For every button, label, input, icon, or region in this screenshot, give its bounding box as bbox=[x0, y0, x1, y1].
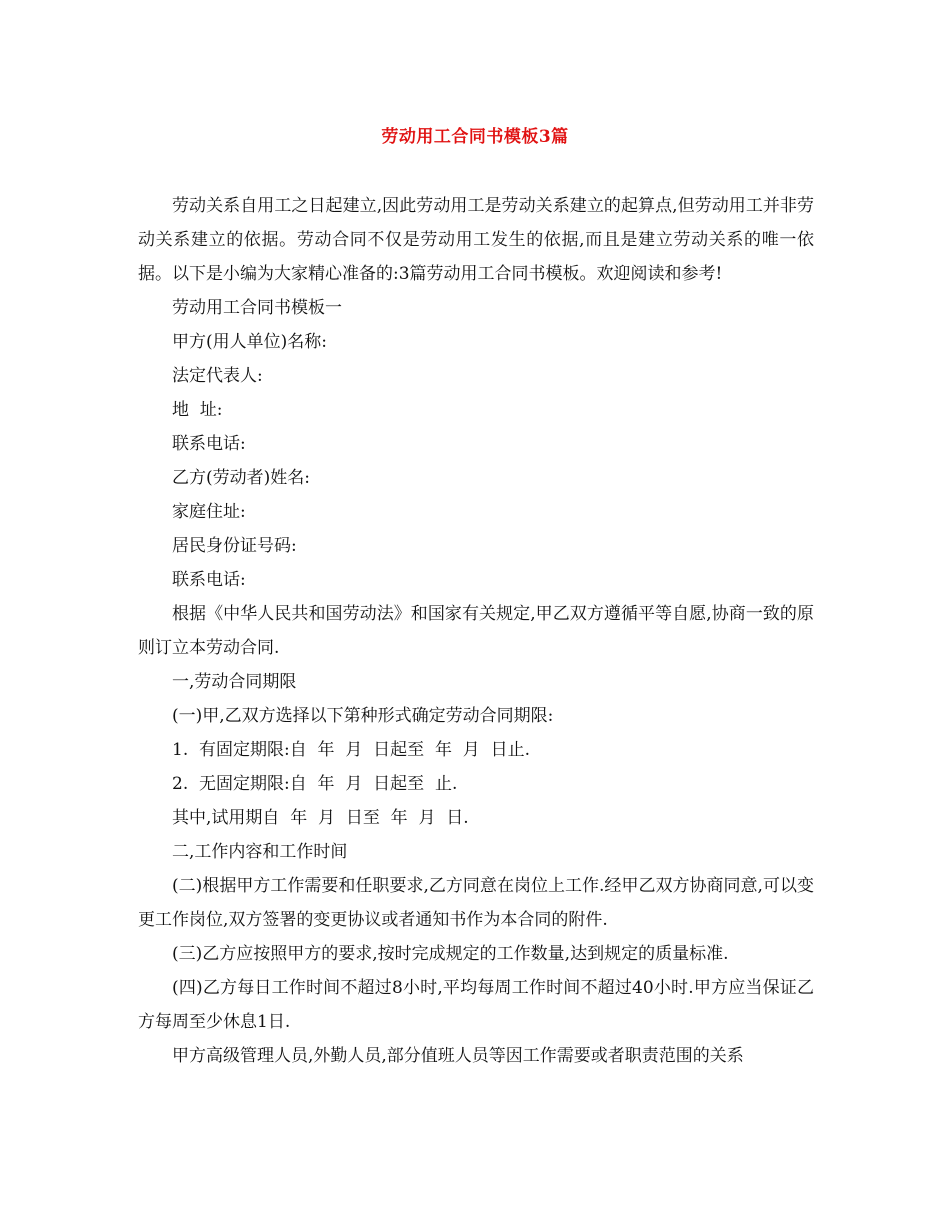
basis-paragraph: 根据《中华人民共和国劳动法》和国家有关规定,甲乙双方遵循平等自愿,协商一致的原则订立本劳动合同. bbox=[138, 604, 814, 658]
fixed-term-line: 1. 有固定期限:自 年 月 日起至 年 月 日止. bbox=[172, 740, 531, 760]
party-b-name-field: 乙方(劳动者)姓名: bbox=[172, 468, 310, 488]
address-field: 地 址: bbox=[172, 400, 223, 420]
document-title: 劳动用工合同书模板3篇 bbox=[381, 127, 569, 147]
party-b-phone-field: 联系电话: bbox=[172, 570, 246, 590]
intro-paragraph: 劳动关系自用工之日起建立,因此劳动用工是劳动关系建立的起算点,但劳动用工并非劳动关系建立的依据。劳动合同不仅是劳动用工发生的依据,而且是建立劳动关系的唯一依据。以下是小编为大家精心准备的:3篇劳动用工合同书模板。欢迎阅读和参考! bbox=[138, 196, 814, 284]
party-a-name-field: 甲方(用人单位)名称: bbox=[172, 332, 327, 352]
clause-paragraph: 甲方高级管理人员,外勤人员,部分值班人员等因工作需要或者职责范围的关系 bbox=[172, 1046, 744, 1066]
probation-line: 其中,试用期自 年 月 日至 年 月 日. bbox=[172, 808, 469, 828]
party-a-phone-field: 联系电话: bbox=[172, 434, 246, 454]
id-number-field: 居民身份证号码: bbox=[172, 536, 297, 556]
clause-paragraph: (一)甲,乙双方选择以下第种形式确定劳动合同期限: bbox=[172, 706, 554, 726]
section-heading: 二,工作内容和工作时间 bbox=[172, 842, 348, 862]
template-heading: 劳动用工合同书模板一 bbox=[172, 298, 342, 318]
legal-representative-field: 法定代表人: bbox=[172, 366, 263, 386]
home-address-field: 家庭住址: bbox=[172, 502, 246, 522]
clause-paragraph: (二)根据甲方工作需要和任职要求,乙方同意在岗位上工作.经甲乙双方协商同意,可以变更工作岗位,双方签署的变更协议或者通知书作为本合同的附件. bbox=[138, 876, 814, 930]
section-heading: 一,劳动合同期限 bbox=[172, 672, 297, 692]
clause-paragraph: (四)乙方每日工作时间不超过8小时,平均每周工作时间不超过40小时.甲方应当保证乙方每周至少休息1日. bbox=[138, 978, 814, 1032]
document-body bbox=[138, 189, 814, 1073]
open-term-line: 2. 无固定期限:自 年 月 日起至 止. bbox=[172, 774, 458, 794]
clause-paragraph: (三)乙方应按照甲方的要求,按时完成规定的工作数量,达到规定的质量标准. bbox=[172, 944, 729, 964]
